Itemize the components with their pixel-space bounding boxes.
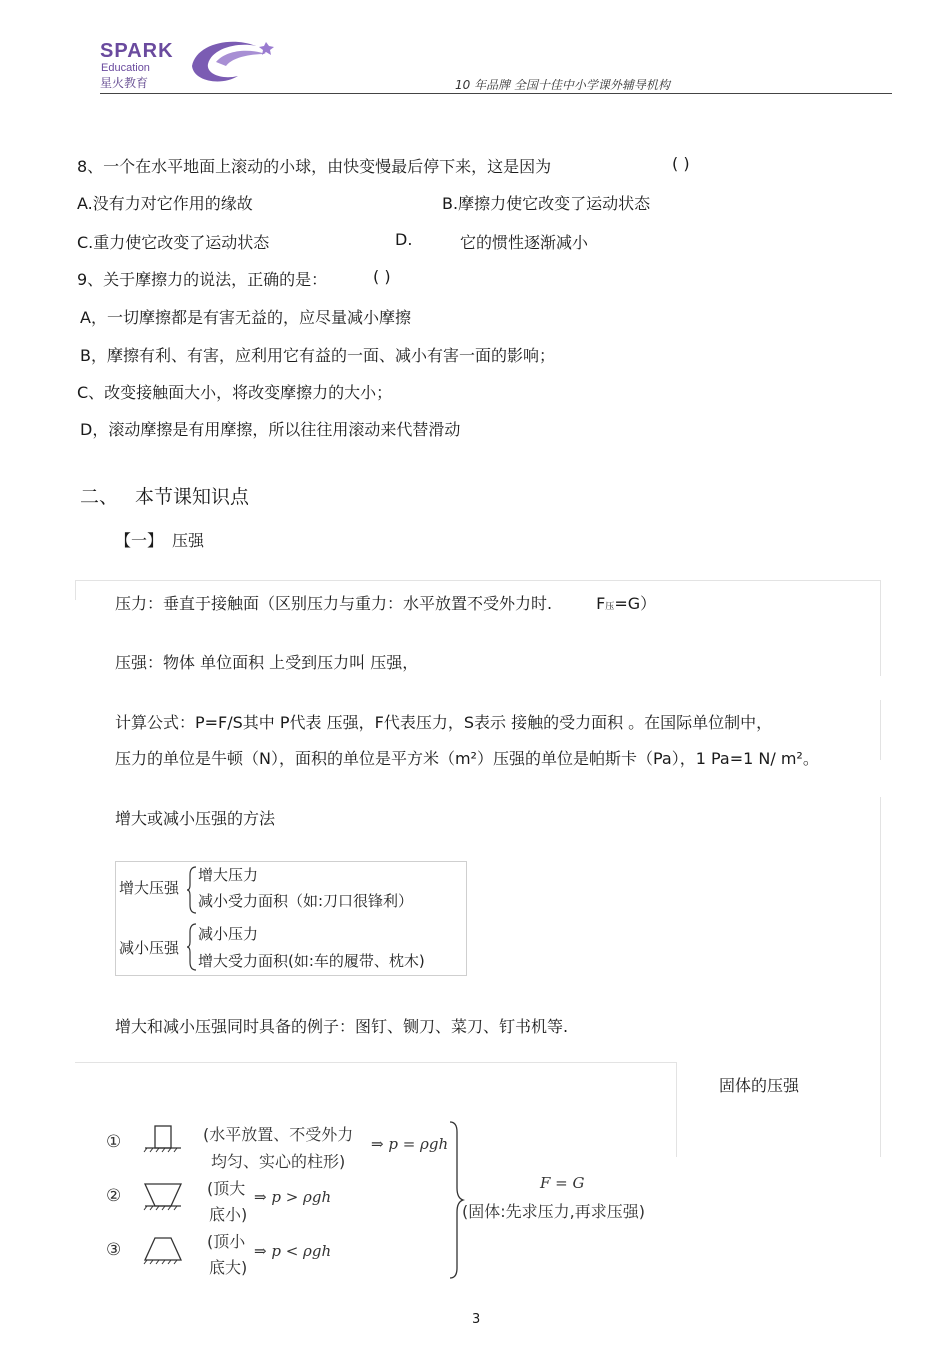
methods-title: 增大或减小压强的方法: [115, 809, 276, 828]
pressure-force-symbol: F: [596, 594, 606, 613]
case-3-condition-line1: (顶小: [207, 1232, 246, 1251]
question-8-option-d: 它的惯性逐渐减小: [460, 233, 589, 252]
increase-item-2: 减小受力面积（如:刀口很锋利）: [198, 892, 414, 910]
increase-pressure-label: 增大压强: [119, 879, 180, 897]
summary-note: (固体:先求压力,再求压强): [462, 1202, 645, 1221]
case-2-number: ②: [106, 1186, 122, 1206]
decrease-brace-icon: [186, 922, 198, 972]
rectangular-column-icon: [143, 1122, 183, 1154]
box-bottom-border: [75, 1062, 677, 1063]
trapezoid-icon: [141, 1234, 185, 1266]
pressure-force-subscript: 压: [605, 602, 615, 612]
case-1-condition-line1: (水平放置、不受外力: [203, 1125, 354, 1144]
question-8-option-d-label: D.: [395, 230, 413, 249]
subsection-title: 压强: [172, 531, 205, 550]
question-9-stem: 9、关于摩擦力的说法，正确的是：: [77, 270, 328, 289]
question-8-option-c: C.重力使它改变了运动状态: [77, 233, 270, 252]
box-top-border: [75, 580, 881, 581]
case-3-result: ⇒ p < ρgh: [254, 1242, 332, 1260]
increase-brace-icon: [186, 865, 198, 915]
formula-line-1: 计算公式：P=F/S其中 P代表 压强，F代表压力，S表示 接触的受力面积 。在国际单位制中，: [115, 713, 773, 732]
summary-formula: F = G: [540, 1174, 585, 1192]
case-2-result: ⇒ p > ρgh: [254, 1188, 332, 1206]
box-right-border-2: [880, 700, 881, 760]
case-2-condition-line1: (顶大: [207, 1179, 246, 1198]
pressure-force-definition: [115, 591, 656, 614]
logo-text-en: SPARK: [100, 40, 174, 62]
question-8-option-a: A.没有力对它作用的缘故: [77, 194, 253, 213]
box-right-border-4: [880, 1062, 881, 1157]
question-9-answer-bracket: ( ): [373, 267, 391, 286]
question-8-option-b: B.摩擦力使它改变了运动状态: [442, 194, 651, 213]
pressure-methods-figure: [115, 861, 467, 976]
decrease-item-2: 增大受力面积(如:车的履带、枕木): [198, 952, 425, 970]
subsection-label: 【一】: [115, 531, 164, 550]
question-8-stem: 8、一个在水平地面上滚动的小球，由快变慢最后停下来，这是因为: [77, 157, 552, 176]
question-9-option-b: B，摩擦有利、有害，应利用它有益的一面、减小有害一面的影响；: [80, 346, 555, 365]
question-9-option-a: A，一切摩擦都是有害无益的，应尽量减小摩擦: [80, 308, 411, 327]
increase-item-1: 增大压力: [198, 866, 259, 884]
pressure-definition: 压强：物体 单位面积 上受到压力叫 压强，: [115, 653, 419, 672]
case-1-result: ⇒ p = ρgh: [371, 1135, 449, 1153]
question-9-option-d: D，滚动摩擦是有用摩擦，所以往往用滚动来代替滑动: [80, 420, 461, 439]
solid-pressure-title: 固体的压强: [719, 1076, 800, 1095]
header-slogan: 10 年品牌 全国十佳中小学课外辅导机构: [455, 78, 670, 92]
page-number: 3: [472, 1312, 481, 1327]
case-1-condition-line2: 均匀、实心的柱形): [211, 1152, 346, 1171]
box-left-border-1: [75, 580, 76, 600]
pressure-force-equation: =G）: [614, 594, 657, 613]
box-right-border-3: [880, 797, 881, 1062]
logo-text-education: Education: [101, 62, 150, 74]
inverted-trapezoid-icon: [141, 1180, 185, 1212]
logo-swoosh-icon: [186, 36, 281, 86]
pressure-force-text: 压力：垂直于接触面（区别压力与重力：水平放置不受外力时.: [115, 594, 553, 613]
decrease-item-1: 减小压力: [198, 925, 259, 943]
logo-text-cn: 星火教育: [100, 76, 149, 90]
header-divider: [100, 93, 892, 94]
question-8-answer-bracket: ( ): [672, 154, 690, 173]
box-right-border-1: [880, 580, 881, 676]
question-9-option-c: C、改变接触面大小，将改变摩擦力的大小；: [77, 383, 393, 402]
case-3-number: ③: [106, 1240, 122, 1260]
section-title: 本节课知识点: [135, 486, 250, 508]
case-3-condition-line2: 底大): [209, 1258, 248, 1277]
case-2-condition-line2: 底小): [209, 1205, 248, 1224]
case-1-number: ①: [106, 1132, 122, 1152]
examples-text: 增大和减小压强同时具备的例子：图钉、铡刀、菜刀、钉书机等.: [115, 1017, 569, 1036]
formula-line-2: 压力的单位是牛顿（N），面积的单位是平方米（m²）压强的单位是帕斯卡（Pa），1 Pa=1 N/ m²。: [115, 749, 819, 768]
section-number: 二、: [80, 486, 119, 508]
box-inner-divider: [676, 1062, 677, 1157]
decrease-pressure-label: 减小压强: [119, 939, 180, 957]
